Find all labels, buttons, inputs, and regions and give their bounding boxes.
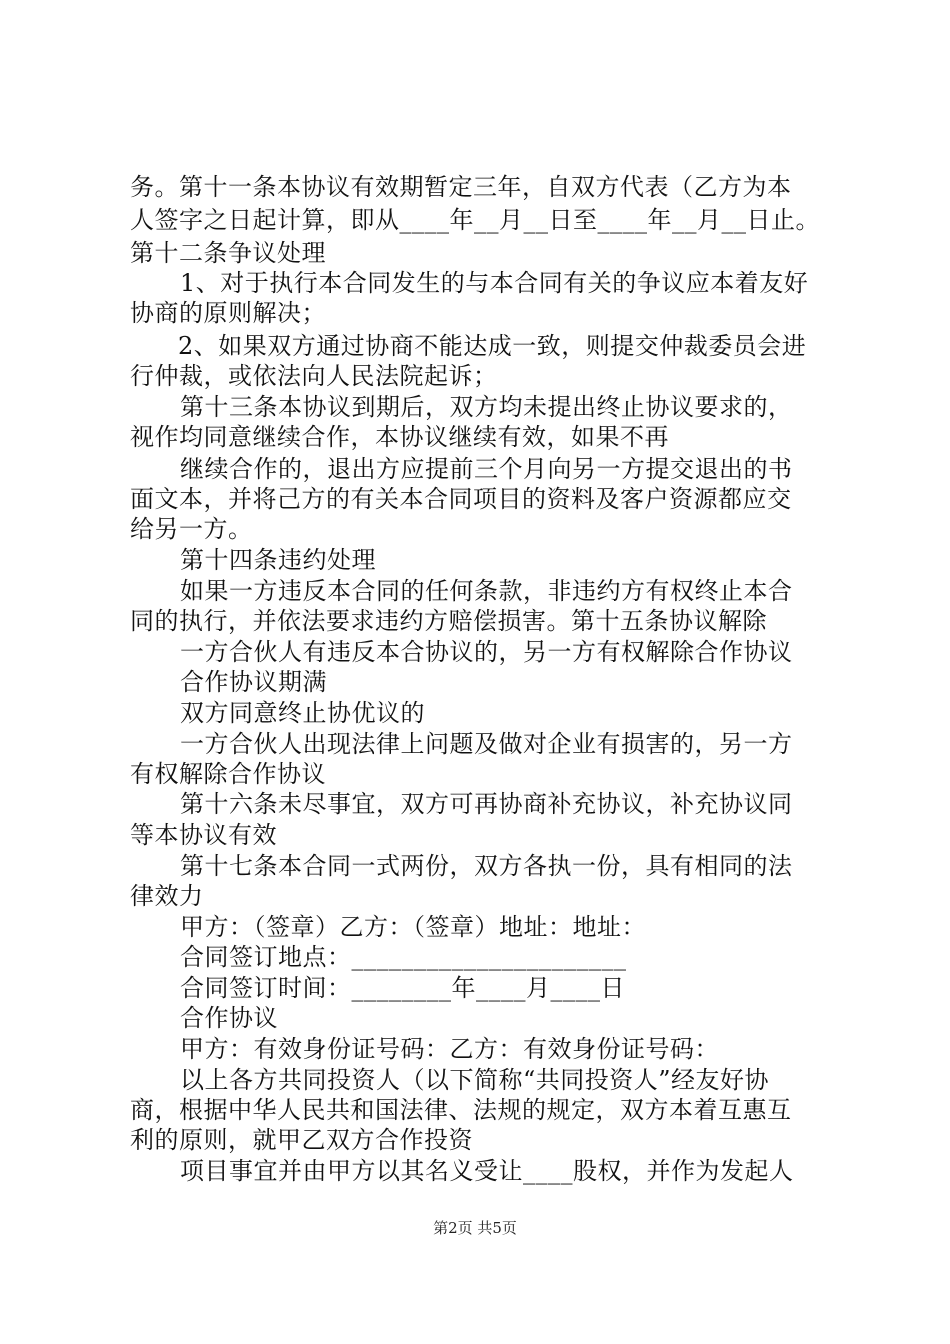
text-line: 第十二条争议处理 [130,239,326,267]
text-line: 有权解除合作协议 [130,760,326,788]
text-line: 合同签订地点：______________________ [180,943,627,971]
text-line: 协商的原则解决； [130,299,326,327]
text-line: 一方合伙人有违反本合协议的，另一方有权解除合作协议 [180,638,793,666]
text-line: 项目事宜并由甲方以其名义受让____股权，并作为发起人 [180,1157,794,1185]
text-line: 第十四条违约处理 [180,546,376,574]
text-line: 利的原则，就甲乙双方合作投资 [130,1126,473,1154]
text-line: 继续合作的，退出方应提前三个月向另一方提交退出的书 [180,455,793,483]
text-line: 务。第十一条本协议有效期暂定三年，自双方代表（乙方为本 [130,173,792,201]
text-line: 面文本，并将己方的有关本合同项目的资料及客户资源都应交 [130,485,792,513]
text-line: 第十六条未尽事宜，双方可再协商补充协议，补充协议同 [180,790,793,818]
text-line: 一方合伙人出现法律上问题及做对企业有损害的，另一方 [180,730,793,758]
text-line: 第十七条本合同一式两份，双方各执一份，具有相同的法 [180,852,793,880]
text-line: 1、对于执行本合同发生的与本合同有关的争议应本着友好 [180,269,809,297]
text-line: 合作协议 [180,1004,278,1032]
text-line: 视作均同意继续合作，本协议继续有效，如果不再 [130,423,669,451]
text-line: 同的执行，并依法要求违约方赔偿损害。第十五条协议解除 [130,607,767,635]
text-line: 律效力 [130,882,204,910]
text-line: 人签字之日起计算，即从____年__月__日至____年__月__日止。 [130,206,820,234]
text-line: 等本协议有效 [130,821,277,849]
page-number-footer: 第2页 共5页 [433,1219,517,1237]
text-line: 如果一方违反本合同的任何条款，非违约方有权终止本合 [180,577,793,605]
text-line: 甲方：有效身份证号码：乙方：有效身份证号码： [180,1035,719,1063]
text-line: 合同签订时间：________年____月____日 [180,974,625,1002]
text-line: 第十三条本协议到期后，双方均未提出终止协议要求的， [180,393,793,421]
text-line: 2、如果双方通过协商不能达成一致，则提交仲裁委员会进 [178,332,807,360]
text-line: 以上各方共同投资人（以下简称“共同投资人”经友好协 [180,1066,770,1094]
text-line: 合作协议期满 [180,668,327,696]
text-line: 商，根据中华人民共和国法律、法规的规定，双方本着互惠互 [130,1096,792,1124]
text-line: 甲方：（签章）乙方：（签章）地址：地址： [180,913,646,941]
text-line: 双方同意终止协优议的 [180,699,425,727]
text-line: 给另一方。 [130,515,253,543]
text-line: 行仲裁，或依法向人民法院起诉； [130,362,498,390]
